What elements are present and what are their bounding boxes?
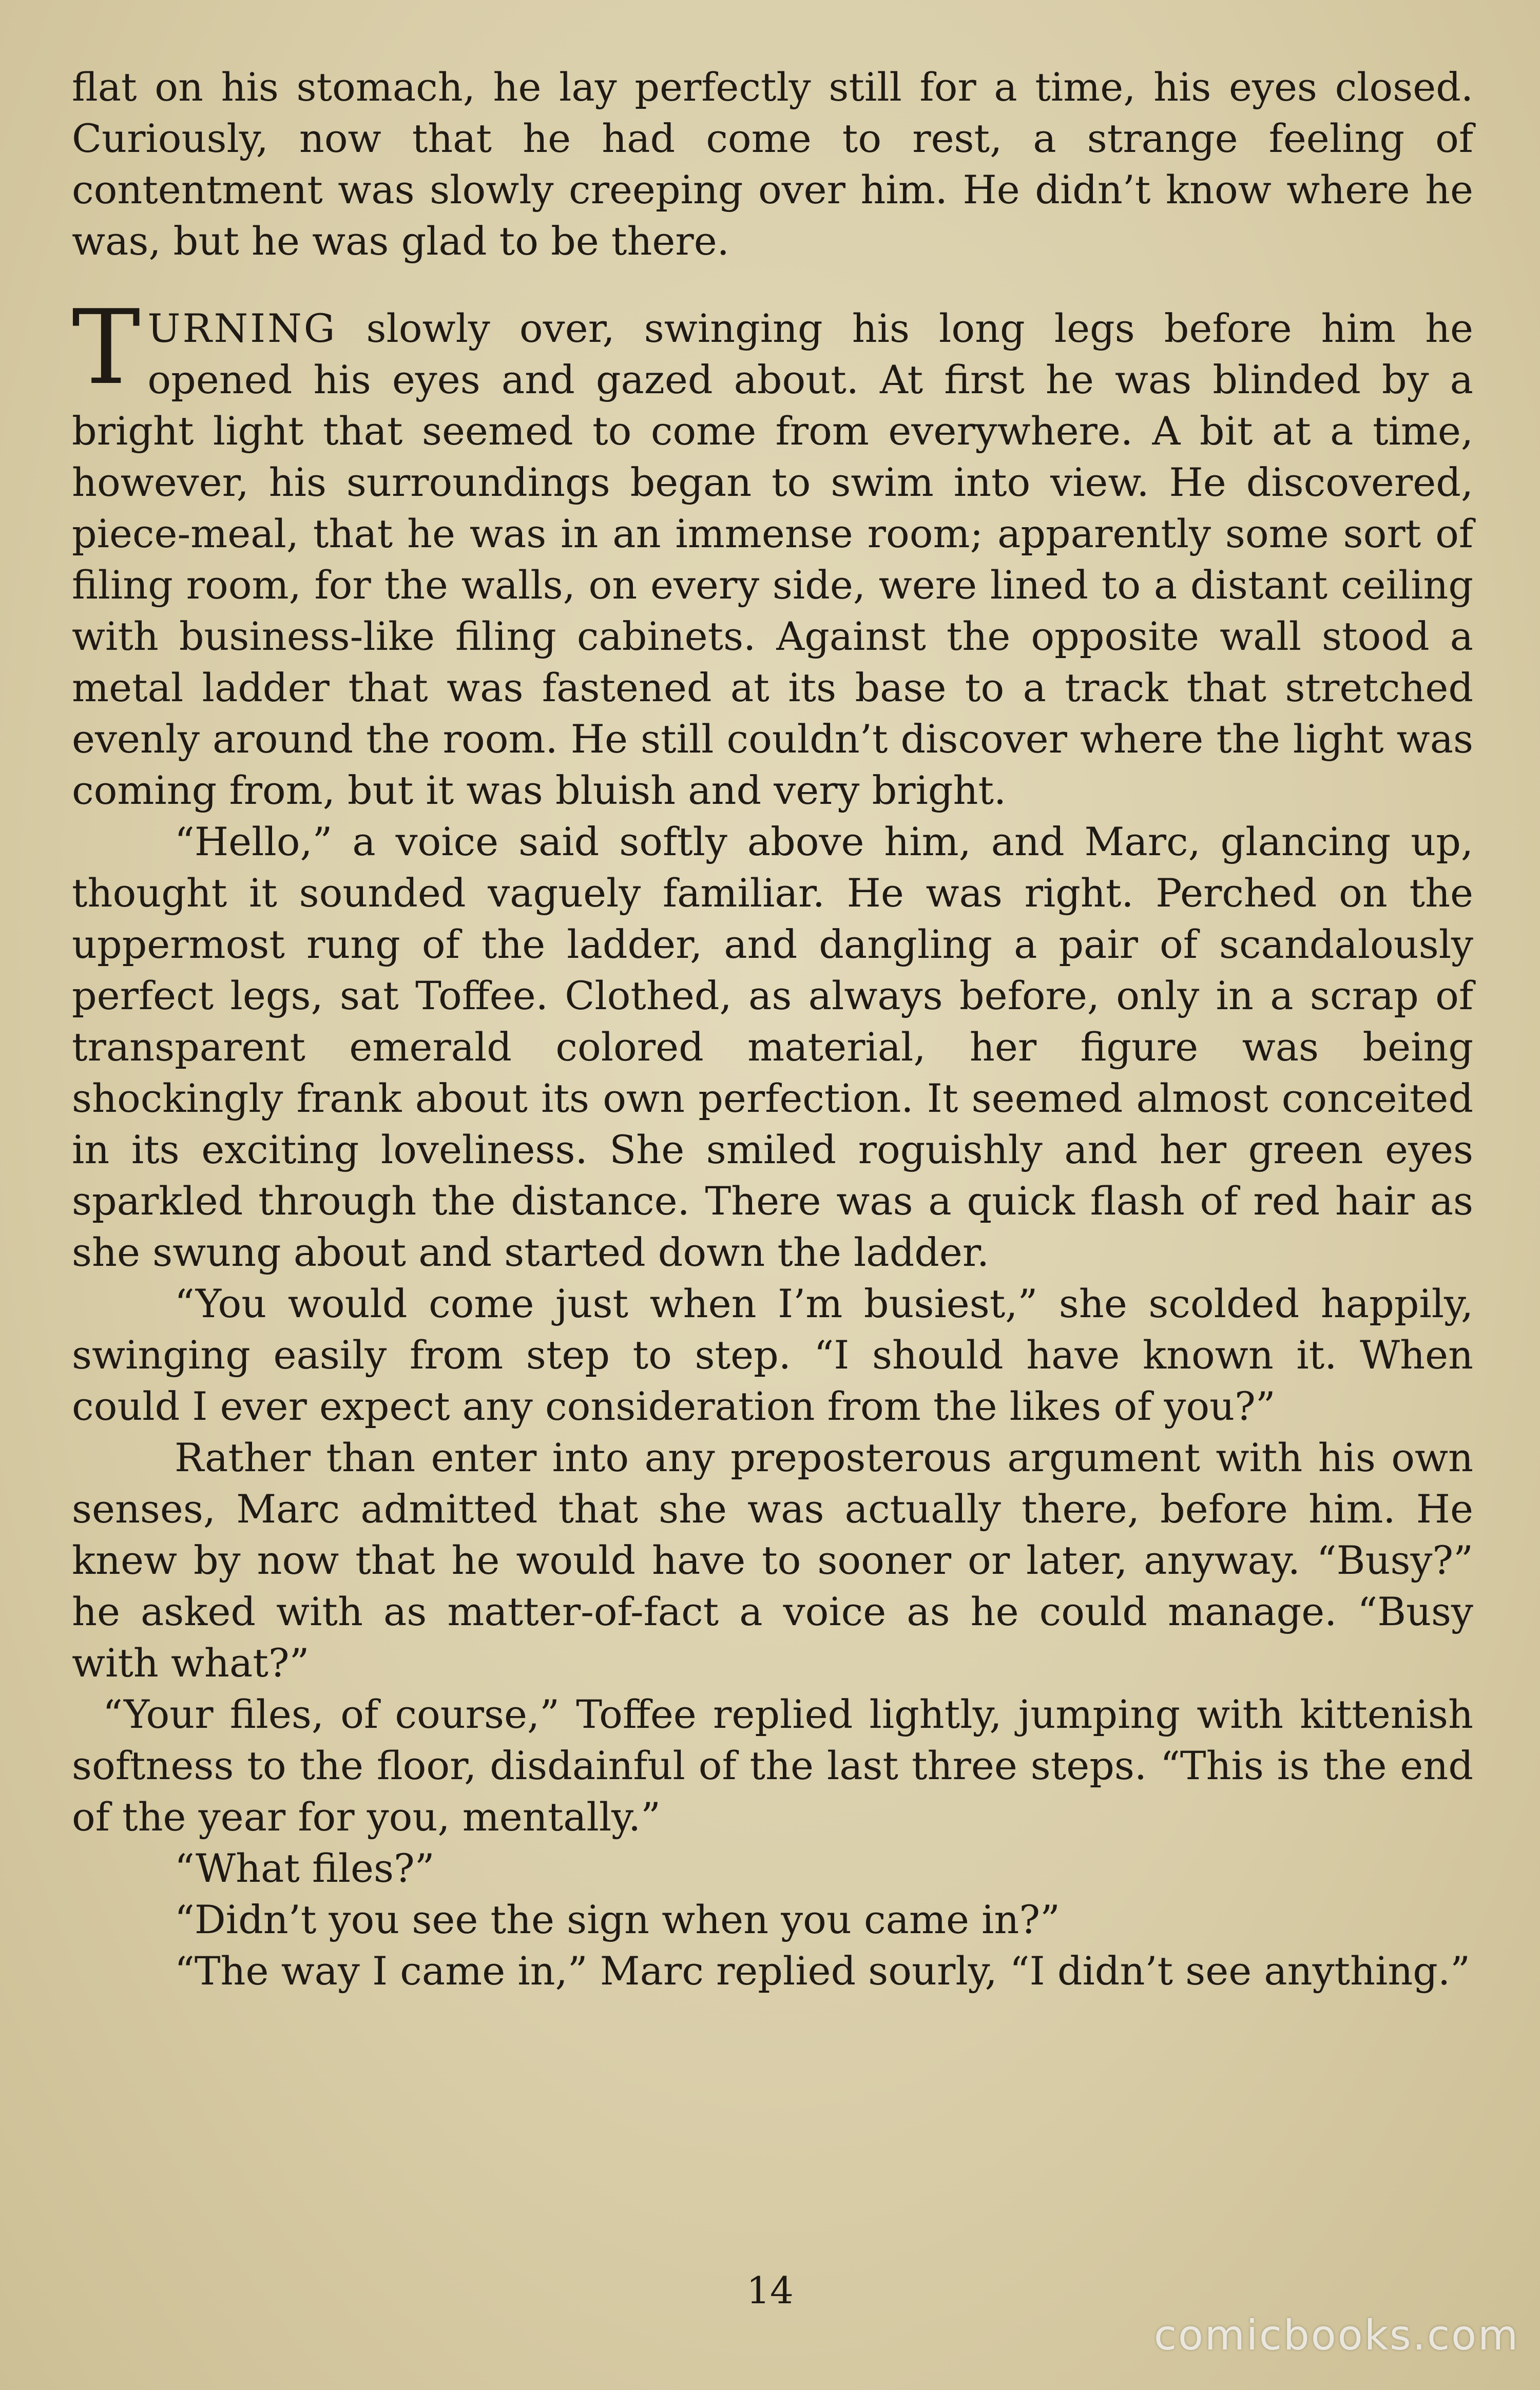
paragraph-9: “The way I came in,” Marc replied sourly, “I didn’t see anything.”: [175, 1948, 1470, 1994]
page-number: 14: [746, 2269, 794, 2312]
paragraph-4: “You would come just when I’m busiest,” she scolded happily, swinging easily from step to step. “I should have known it. When could I ever expect any consideration from the likes of you?”: [72, 1281, 1473, 1429]
paragraph-7: “What files?”: [175, 1845, 435, 1891]
paragraph-6: “Your files, of course,” Toffee replied lightly, jumping with kittenish softness to the floor, disdainful of the last three steps. “This is the end of the year for you, mentally.”: [72, 1691, 1473, 1840]
paragraph-2: [72, 288, 1473, 816]
drop-cap-smallcaps: URNING: [147, 305, 337, 351]
drop-cap: T: [72, 288, 141, 408]
paragraph-5: Rather than enter into any preposterous argument with his own senses, Marc admitted that she was actually there, before him. He knew by now that he would have to sooner or later, anyway. “Busy?” he asked with as matter-of-fact a voice as he could manage. “Busy with what?”: [72, 1435, 1473, 1686]
drop-cap-lead: slowly over, swinging his long legs before him: [337, 305, 1396, 351]
paragraph-1: flat on his stomach, he lay perfectly still for a time, his eyes closed. Curiously, now that he had come to rest, a strange feeling of contentment was slowly creeping over him. He didn’t know where he was, but he was glad to be there.: [72, 64, 1473, 264]
body-text: [72, 62, 1473, 1997]
paragraph-3: “Hello,” a voice said softly above him, and Marc, glancing up, thought it sounded vaguely familiar. He was right. Perched on the uppermost rung of the ladder, and dangling a pair of scandalously perfect legs, sat Toffee. Clothed, as always before, only in a scrap of transparent emerald colored material, her figure was being shockingly frank about its own perfection. It seemed almost conceited in its exciting loveliness. She smiled roguishly and her green eyes sparkled through the distance. There was a quick flash of red hair as she swung about and started down the ladder.: [72, 819, 1473, 1275]
paragraph-2-text: he opened his eyes and gazed about. At first he was blinded by a bright light that seemed to come from everywhere. A bit at a time, however, his surroundings began to swim into view. He discovered, piece-meal, that he was in an immense room; apparently some sort of filing room, for the walls, on every side, were lined to a distant ceiling with business-like filing cabinets. Against the opposite wall stood a metal ladder that was fastened at its base to a track that stretched evenly around the room. He still couldn’t discover where the light was coming from, but it was bluish and very bright.: [72, 305, 1473, 813]
paragraph-8: “Didn’t you see the sign when you came in?”: [175, 1897, 1060, 1942]
watermark: comicbooks.com: [1153, 2311, 1519, 2359]
